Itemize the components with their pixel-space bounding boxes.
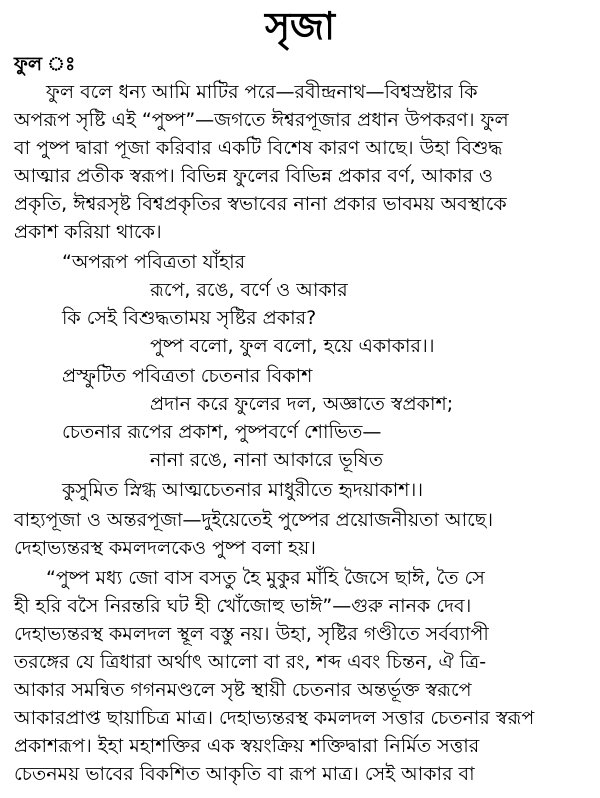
quote-line: হী হরি বসৈ নিরন্তরি ঘট হী খোঁজোহু ভাঈ”—গুরু নানক দেব। xyxy=(14,595,472,617)
text-line: প্রকৃতি, ঈশ্বরসৃষ্ট বিশ্বপ্রকৃতির স্বভাবের নানা প্রকার ভাবময় অবস্থাকে xyxy=(14,193,507,215)
text-line: প্রকাশরূপ। ইহা মহাশক্তির এক স্বয়ংক্রিয় শক্তিদ্বারা নির্মিত সত্তার xyxy=(14,735,480,757)
text-line: আকারপ্রাপ্ত ছায়াচিত্র মাত্র। দেহাভ্যন্তরস্থ কমলদল সত্তার চেতনার স্বরূপ xyxy=(14,707,535,729)
text-line: দেহাভ্যন্তরস্থ কমলদল স্থূল বস্তু নয়। উহা, সৃষ্টির গণ্ডীতে সর্বব্যাপী xyxy=(14,623,489,645)
poem-line: রূপে, রঙে, বর্ণে ও আকার xyxy=(150,279,348,301)
text-line: বা পুষ্প দ্বারা পূজা করিবার একটি বিশেষ কারণ আছে। উহা বিশুদ্ধ xyxy=(14,137,503,159)
section-heading: ফুল ঃ xyxy=(14,53,76,75)
text-line: বাহ্যপূজা ও অন্তরপূজা—দুইয়েতেই পুষ্পের প্রয়োজনীয়তা আছে। xyxy=(14,509,494,531)
text-line: চেতনময় ভাবের বিকশিত আকৃতি বা রূপ মাত্র। সেই আকার বা xyxy=(14,763,475,785)
page-title: সৃজা xyxy=(264,4,336,48)
poem-line: পুষ্প বলো, ফুল বলো, হয়ে একাকার।। xyxy=(150,335,435,357)
poem-line: প্রস্ফুটিত পবিত্রতা চেতনার বিকাশ xyxy=(62,365,313,387)
poem-line: “অপরূপ পবিত্রতা যাঁহার xyxy=(62,251,246,273)
text-line: আত্মার প্রতীক স্বরূপ। বিভিন্ন ফুলের বিভিন্ন প্রকার বর্ণ, আকার ও xyxy=(14,165,494,187)
poem-line: নানা রঙে, নানা আকারে ভূষিত xyxy=(150,449,383,471)
poem-line: চেতনার রূপের প্রকাশ, পুষ্পবর্ণে শোভিত— xyxy=(62,421,382,443)
text-line: প্রকাশ করিয়া থাকে। xyxy=(14,221,162,243)
quote-line: “পুষ্প মধ্য জো বাস বসতু হৈ মুকুর মাঁহি জৈসে ছাঈ, তৈ সে xyxy=(46,567,485,589)
text-line: তরঙ্গের যে ত্রিধারা অর্থাৎ আলো বা রং, শব্দ এবং চিন্তন, ঐ ত্রি- xyxy=(14,651,487,673)
poem-line: কুসুমিত স্নিগ্ধ আত্মচেতনার মাধুরীতে হৃদয়াকাশ।। xyxy=(62,479,424,501)
text-line: ফুল বলে ধন্য আমি মাটির পরে—রবীন্দ্রনাথ—বিশ্বস্রষ্টার কি xyxy=(46,81,478,103)
poem-line: কি সেই বিশুদ্ধতাময় সৃষ্টির প্রকার? xyxy=(62,307,317,329)
poem-line: প্রদান করে ফুলের দল, অজ্ঞাতে স্বপ্রকাশ; xyxy=(150,393,454,415)
text-line: অপরূপ সৃষ্টি এই “পুষ্প”—জগতে ঈশ্বরপূজার প্রধান উপকরণ। ফুল xyxy=(14,109,509,131)
text-line: দেহাভ্যন্তরস্থ কমলদলকেও পুষ্প বলা হয়। xyxy=(14,537,316,559)
text-line: আকার সমন্বিত গগনমণ্ডলে সৃষ্ট স্থায়ী চেতনার অন্তর্ভূক্ত স্বরূপে xyxy=(14,679,472,701)
